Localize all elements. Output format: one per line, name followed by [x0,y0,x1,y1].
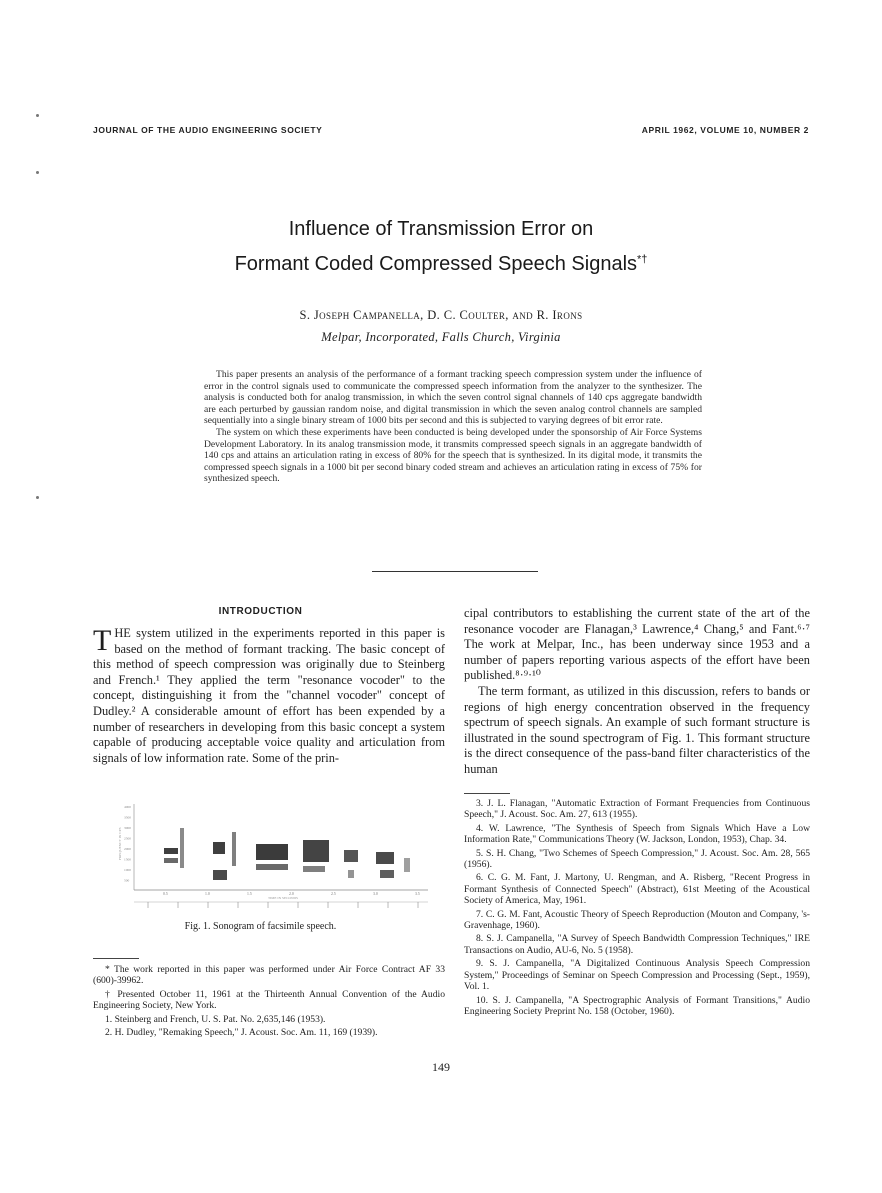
footnote: 1. Steinberg and French, U. S. Pat. No. 2,635,146 (1953). [105,1013,326,1025]
x-tick-label: 3.5 [415,892,420,896]
author-affiliation: Melpar, Incorporated, Falls Church, Virginia [321,330,561,344]
intro-paragraph-2: The term formant, as utilized in this discussion, refers to bands or regions of high energy concentration observed in the frequency spectrum of speech signals. An example of such formant structure is illustrated in the sound spectrogram of Fig. 1. This formant structure is the direct consequence of the pass-band filter characteristics of the human [464,683,810,776]
y-tick-label: 2000 [124,847,131,851]
abstract-paragraph: The system on which these experiments have been conducted is being developed under the sponsorship of Air Force Systems Development Laboratory. In its analog transmission mode, it transmits compressed speech signals in an aggregate bandwidth of 140 cps and attains an articulation rating in excess of 80% for the speech that is synthesized. In its digital mode, it transmits the compressed speech signals in a 1000 bit per second binary coded stream and achieves an articulation rating in excess of 75% for synthesized speech. [204,426,702,485]
footnote-rule [93,958,139,959]
running-header-issue: APRIL 1962, VOLUME 10, NUMBER 2 [641,125,809,135]
footnote: 2. H. Dudley, "Remaking Speech," J. Acoust. Soc. Am. 11, 169 (1939). [105,1027,378,1039]
x-tick-label: 0.5 [163,892,168,896]
y-tick-label: 3000 [124,826,131,830]
y-tick-label: 4000 [124,805,131,809]
running-header-journal: JOURNAL OF THE AUDIO ENGINEERING SOCIETY [93,125,323,135]
footnote: † Presented October 11, 1961 at the Thirteenth Annual Convention of the Audio Engineering Society, New York. [93,988,445,1012]
footnote: 10. S. J. Campanella, "A Spectrographic Analysis of Formant Transitions," Audio Engineering Society Preprint No. 158 (October, 1960). [464,994,810,1017]
scan-speck [36,496,39,499]
footnote: 8. S. J. Campanella, "A Survey of Speech Bandwidth Compression Techniques," IRE Transactions on Audio, AU-6, No. 5 (1958). [464,933,810,956]
y-tick-label: 1000 [124,868,131,872]
footnote: * The work reported in this paper was performed under Air Force Contract AF 33 (600)-39962. [93,964,445,987]
article-title-line-1: Influence of Transmission Error on [288,218,594,240]
page-number: 149 [432,1060,450,1074]
y-tick-label: 2500 [124,836,131,841]
scan-speck [36,171,39,174]
figure-caption: Fig. 1. Sonogram of facsimile speech. [184,921,337,932]
intro-continuation: cipal contributors to establishing the current state of the art of the resonance vocoder are Flanagan,³ Lawrence,⁴ Chang,⁵ and Fant.⁶·⁷ The work at Melpar, Inc., has been underway since 1953 and a number of papers reporting various aspects of the effort have been published.⁸·⁹·¹⁰ [464,606,810,683]
y-tick-label: 3500 [124,815,131,820]
author-list: S. Joseph Campanella, D. C. Coulter, and R. Irons [299,308,583,322]
abstract-paragraph: This paper presents an analysis of the performance of a formant tracking speech compression system under the influence of error in the control signals used to communicate the compressed speech information from the analyzer to the synthesizer. The analysis is conducted both for analog transmission, in which the seven control signal channels of 140 cps aggregate bandwidth are each perturbed by gaussian random noise, and digital transmission in which the seven analog control channels are sampled sequentially into a single binary stream of 1000 bits per second and this is subjected to varying degrees of bit error rate. [204,369,702,427]
y-axis-label: FREQUENCY IN CPS [118,827,122,860]
y-tick-label: 1500 [124,857,131,862]
intro-text: HE system utilized in the experiments reported in this paper is based on the method of formant tracking. The basic concept of this method of speech compression was originally due to Steinberg and French.¹ They applied the term "resonance vocoder" to the concept, distinguishing it from the "channel vocoder" concept of Dudley.² A considerable amount of effort has been expended by a number of researchers in developing from this basic concept a system capable of producing acceptable voice quality and articulation from signals of low information rate. Some of the prin- [93,626,445,765]
footnote: 4. W. Lawrence, "The Synthesis of Speech from Signals Which Have a Low Information Rate," Communications Theory (W. Jackson, London, 1953), Chap. 34. [464,822,810,846]
x-tick-label: 2.0 [289,892,294,896]
footnote: 7. C. G. M. Fant, Acoustic Theory of Speech Reproduction (Mouton and Company, 's-Gravenhage, 1960). [464,908,810,932]
drop-cap: T [93,624,112,657]
x-tick-label: 1.5 [247,892,252,896]
intro-paragraph-1 [93,626,445,766]
x-axis-label: TIME IN SECONDS [268,896,298,900]
section-divider [372,571,538,572]
sonogram-figure [118,800,436,918]
abstract [204,369,702,485]
title-text: Formant Coded Compressed Speech Signals [234,253,638,275]
title-footnote-marks: *† [637,253,648,266]
y-tick-label: 500 [124,878,130,883]
x-tick-label: 2.5 [331,892,336,896]
footnotes-left [93,964,445,1040]
footnote: 3. J. L. Flanagan, "Automatic Extraction of Formant Frequencies from Continuous Speech," J. Acoust. Soc. Am. 27, 613 (1955). [464,798,810,821]
intro-right-column [464,606,810,778]
x-tick-label: 3.0 [373,892,378,896]
article-title-line-2 [0,253,882,276]
footnote: 6. C. G. M. Fant, J. Martony, U. Rengman, and A. Risberg, "Recent Progress in Formant Synthesis of Connected Speech" (Abstract), 61st Meeting of the Acoustical Society of America, May, 1961. [464,872,810,907]
section-heading: INTRODUCTION [218,606,303,617]
footnote: 9. S. J. Campanella, "A Digitalized Continuous Analysis Speech Compression System," Proceedings of Seminar on Speech Compression and Processing (Sept., 1959), Vol. 1. [464,958,810,993]
footnote-rule [464,793,510,794]
footnote: 5. S. H. Chang, "Two Schemes of Speech Compression," J. Acoust. Soc. Am. 28, 565 (1956). [464,847,810,871]
x-tick-label: 1.0 [205,892,210,896]
scan-speck [36,114,39,117]
footnotes-right [464,798,810,1019]
